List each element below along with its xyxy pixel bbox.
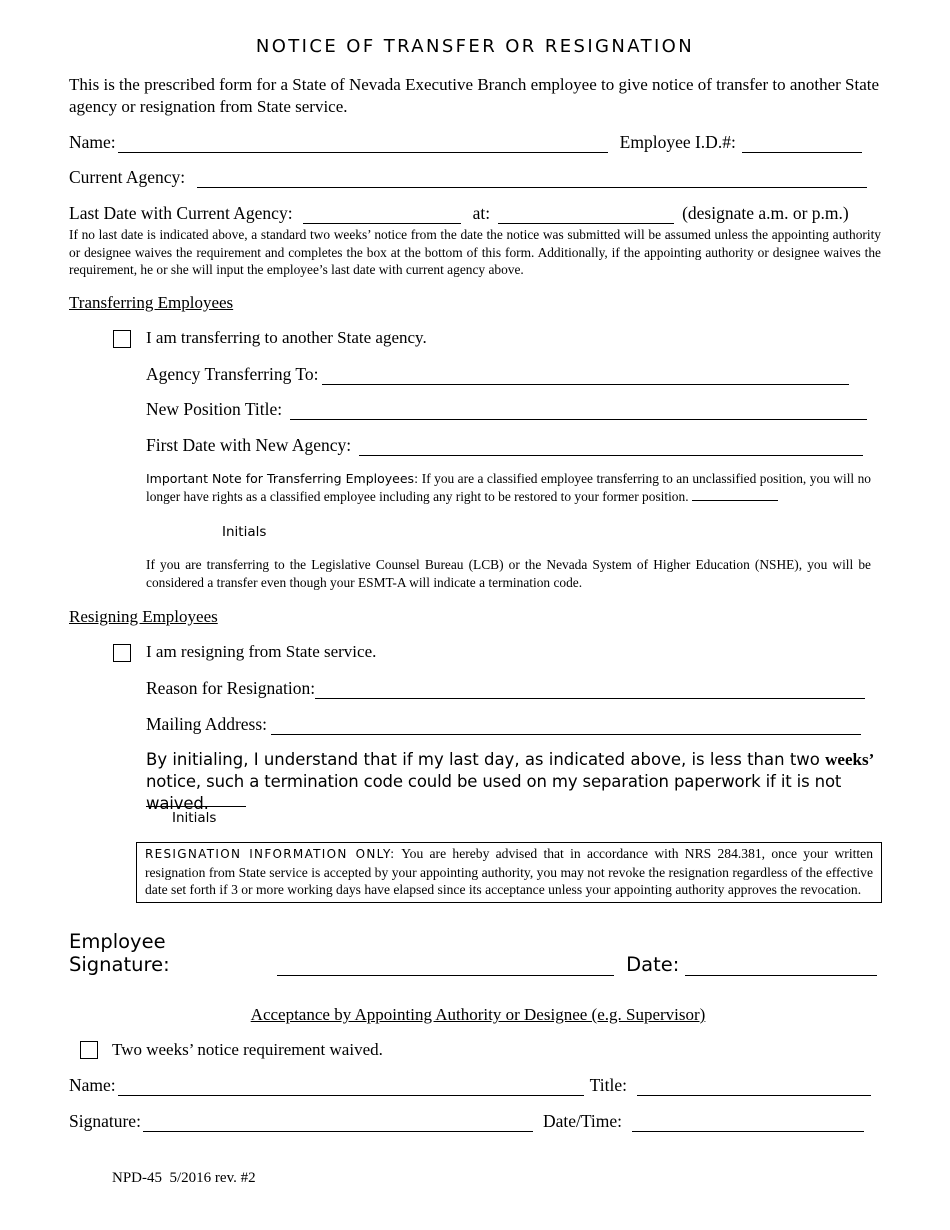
reason-row <box>146 677 876 699</box>
agency-to-label: Agency Transferring To: <box>146 364 319 384</box>
new-title-row <box>146 398 876 420</box>
resignation-info-text: You are hereby advised that in accordance with NRS 284.381, once your written resignation from State service is accepted by your appointing authority, you may not revoke the resignation regardless of the effective date set forth if 3 or more working days have elapsed since its acceptance unless your appointing authority approves the revocation. <box>145 846 873 898</box>
last-date-label: Last Date with Current Agency: <box>69 203 293 223</box>
agency-to-row <box>146 363 876 385</box>
last-date-note: If no last date is indicated above, a standard two weeks’ notice from the date the notice was submitted will be assumed unless the appointing authority or designee waives the requirement and completes the box at the bottom of this form. Additionally, if the appointing authority or designee waives the requirement, he or she will input the employee’s last date with current agency above. <box>69 227 881 277</box>
current-agency-label: Current Agency: <box>69 167 186 187</box>
name-row <box>69 131 877 153</box>
form-title: NOTICE OF TRANSFER OR RESIGNATION <box>255 36 695 57</box>
transfer-note-lead: Important Note for Transferring Employees: <box>146 471 419 486</box>
resign-heading: Resigning Employees <box>69 607 218 626</box>
last-date-row <box>69 202 881 224</box>
first-date-row <box>146 434 876 456</box>
initial-statement-part2: notice, such a termination code could be used on my separation paperwork if it is not waived. <box>146 772 842 813</box>
waived-label: Two weeks’ notice requirement waived. <box>112 1040 383 1059</box>
agency-to-field[interactable] <box>322 367 849 385</box>
employee-signature-label: Employee Signature: <box>69 930 170 976</box>
transfer-note-text: If you are a classified employee transferring to an unclassified position, you will no longer have rights as a classified employee including any right to be restored to your former position. <box>146 471 871 504</box>
resignation-info-lead: RESIGNATION INFORMATION ONLY: <box>145 847 396 861</box>
reason-field[interactable] <box>315 681 865 699</box>
last-date-field[interactable] <box>303 206 461 224</box>
resign-checkbox-label: I am resigning from State service. <box>146 642 377 661</box>
waived-checkbox[interactable] <box>80 1041 98 1059</box>
initial-statement <box>146 749 876 815</box>
transfer-checkbox[interactable] <box>113 330 131 348</box>
acceptance-name-row <box>69 1074 877 1096</box>
last-time-field[interactable] <box>498 206 674 224</box>
transfer-initials-label: Initials <box>222 524 267 540</box>
initial-statement-part1: By initialing, I understand that if my last day, as indicated above, is less than two <box>146 750 820 769</box>
new-title-label: New Position Title: <box>146 399 283 419</box>
employee-signature-row <box>69 930 877 976</box>
acceptance-signature-row <box>69 1110 877 1132</box>
employee-date-label: Date: <box>626 953 680 976</box>
transfer-checkbox-label: I am transferring to another State agency. <box>146 328 427 347</box>
employee-id-field[interactable] <box>742 135 862 153</box>
mailing-row <box>146 713 876 735</box>
transfer-heading: Transferring Employees <box>69 293 234 312</box>
acceptance-title-label: Title: <box>589 1075 627 1095</box>
acceptance-datetime-label: Date/Time: <box>542 1111 623 1131</box>
employee-date-field[interactable] <box>685 958 877 976</box>
acceptance-name-label: Name: <box>69 1075 116 1095</box>
resign-initials-field[interactable] <box>146 806 246 807</box>
mailing-field[interactable] <box>271 717 861 735</box>
acceptance-signature-label: Signature: <box>69 1111 141 1131</box>
initial-statement-weeks: weeks’ <box>825 750 875 769</box>
designate-label: (designate a.m. or p.m.) <box>682 203 849 223</box>
at-label: at: <box>472 203 491 223</box>
acceptance-signature-field[interactable] <box>143 1114 533 1132</box>
employee-id-label: Employee I.D.#: <box>619 132 736 152</box>
transfer-initials-field[interactable] <box>692 488 778 501</box>
first-date-label: First Date with New Agency: <box>146 435 352 455</box>
resignation-info-box <box>136 842 882 903</box>
new-title-field[interactable] <box>290 402 867 420</box>
first-date-field[interactable] <box>359 438 863 456</box>
acceptance-name-field[interactable] <box>118 1078 584 1096</box>
reason-label: Reason for Resignation: <box>146 678 316 698</box>
name-field[interactable] <box>118 135 608 153</box>
resign-initials-label: Initials <box>172 810 217 826</box>
lcb-note: If you are transferring to the Legislative Counsel Bureau (LCB) or the Nevada System of Higher Education (NSHE), you will be considered a transfer even though your ESMT-A will indicate a termination code. <box>146 557 871 590</box>
intro-text: This is the prescribed form for a State of Nevada Executive Branch employee to give notice of transfer to another State agency or resignation from State service. <box>69 75 880 116</box>
form-footer: NPD-45 5/2016 rev. #2 <box>112 1170 256 1186</box>
acceptance-datetime-field[interactable] <box>632 1114 864 1132</box>
resign-checkbox[interactable] <box>113 644 131 662</box>
name-label: Name: <box>69 132 116 152</box>
acceptance-title-field[interactable] <box>637 1078 871 1096</box>
transfer-important-note <box>146 470 871 505</box>
acceptance-heading: Acceptance by Appointing Authority or Designee (e.g. Supervisor) <box>250 1005 706 1024</box>
employee-signature-field[interactable] <box>277 958 614 976</box>
current-agency-field[interactable] <box>197 170 867 188</box>
current-agency-row <box>69 166 877 188</box>
mailing-label: Mailing Address: <box>146 714 268 734</box>
